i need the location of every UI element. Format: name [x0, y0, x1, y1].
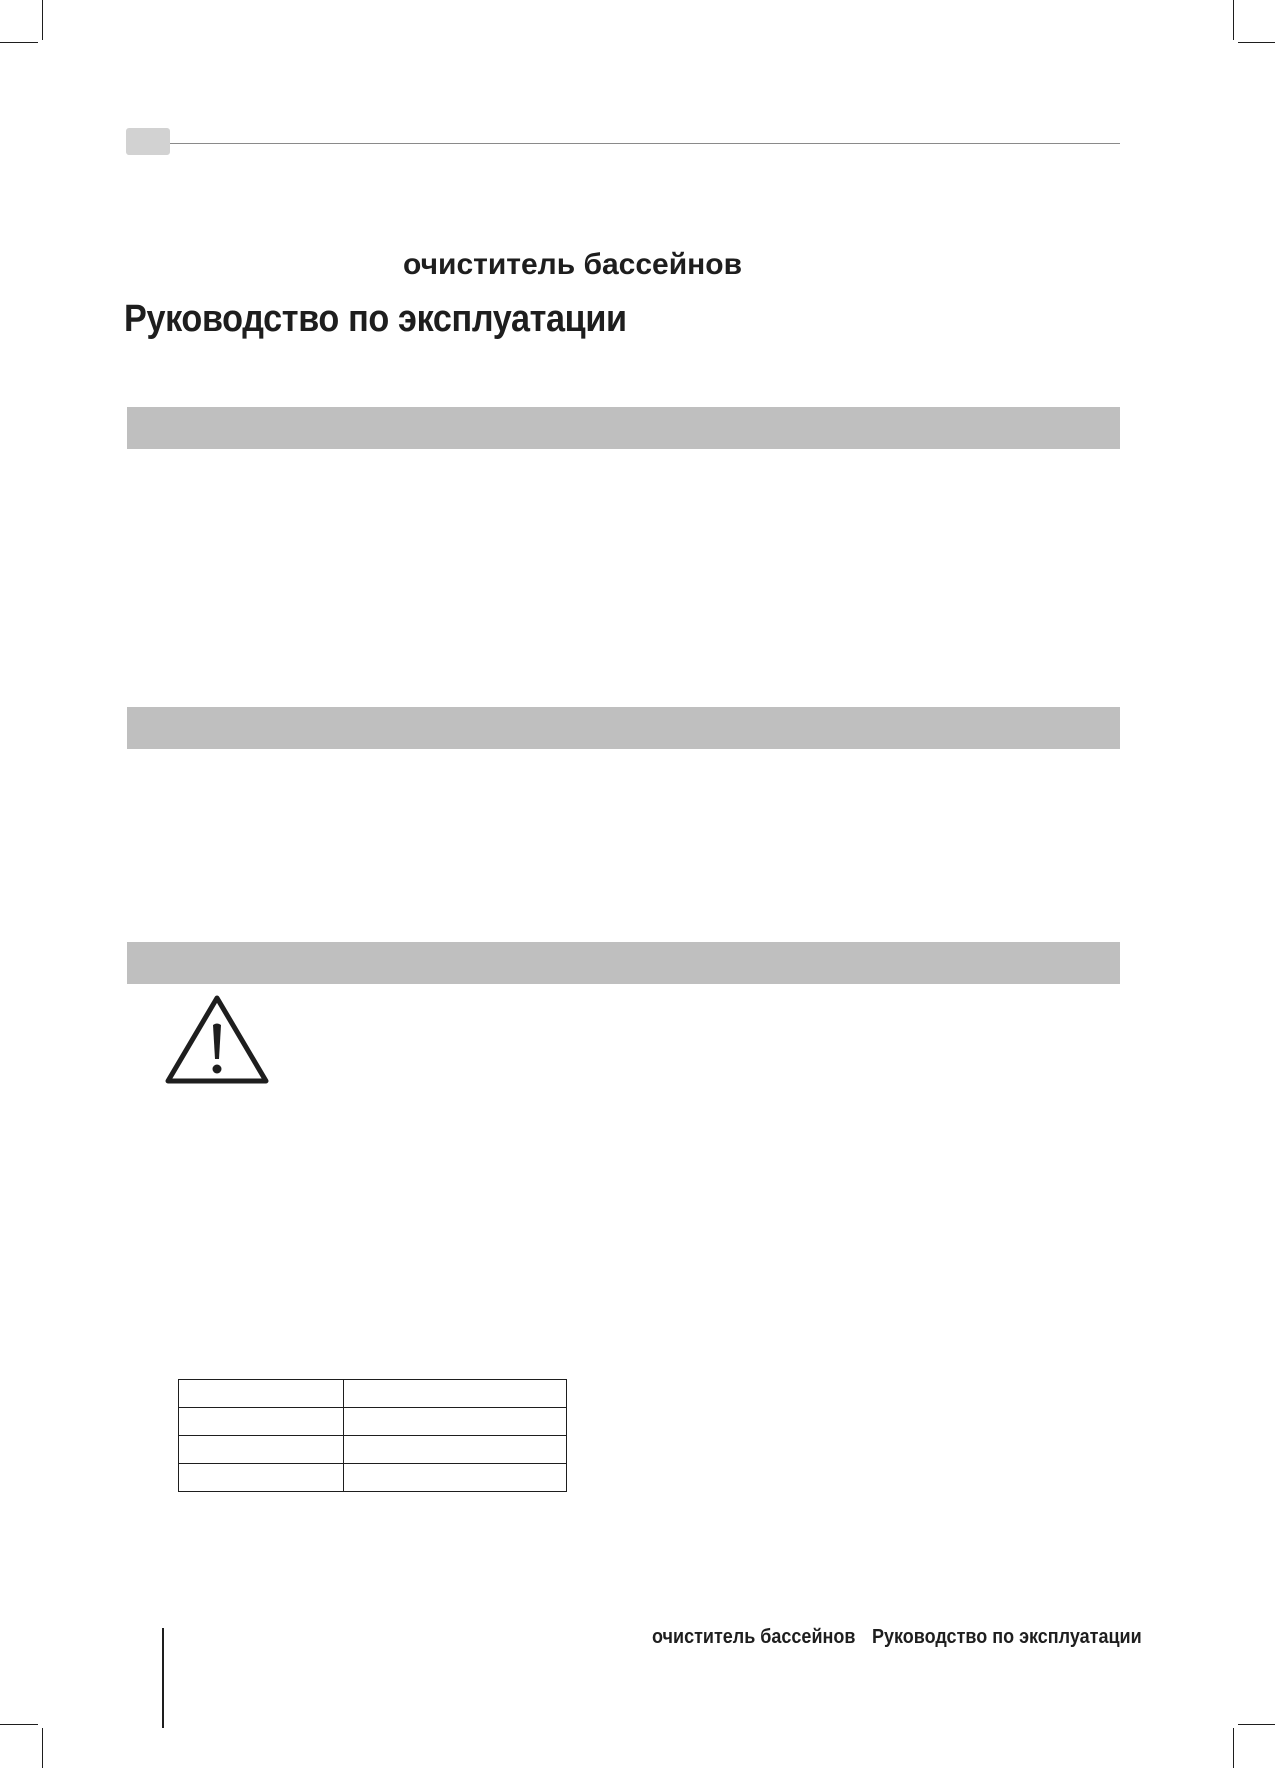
- crop-mark-bottom-right-horizontal: [1238, 1724, 1275, 1725]
- warning-triangle-icon: [164, 993, 270, 1085]
- document-subtitle: очиститель бассейнов: [403, 248, 743, 281]
- table-row: [179, 1464, 567, 1492]
- footer-margin-rule: [162, 1628, 164, 1728]
- table-cell: [344, 1464, 567, 1492]
- table-cell: [179, 1380, 344, 1408]
- section-heading-bar: [127, 942, 1120, 984]
- section-heading-bar: [127, 707, 1120, 749]
- crop-mark-top-left-horizontal: [0, 42, 38, 43]
- table-cell: [179, 1408, 344, 1436]
- header-divider: [170, 143, 1120, 144]
- footer-product-name: очиститель бассейнов: [652, 1626, 856, 1648]
- table-cell: [179, 1436, 344, 1464]
- page-number-tab: [126, 128, 170, 155]
- table-cell: [344, 1436, 567, 1464]
- footer-manual-title: Руководство по эксплуатации: [872, 1626, 1142, 1648]
- crop-mark-bottom-right-vertical: [1233, 1728, 1234, 1768]
- crop-mark-top-left-vertical: [42, 0, 43, 40]
- table-cell: [344, 1408, 567, 1436]
- section-heading-bar: [127, 407, 1120, 449]
- crop-mark-bottom-left-vertical: [42, 1728, 43, 1768]
- table-row: [179, 1380, 567, 1408]
- table-cell: [179, 1464, 344, 1492]
- crop-mark-top-right-horizontal: [1238, 42, 1275, 43]
- document-title: Руководство по эксплуатации: [124, 298, 627, 340]
- table-row: [179, 1436, 567, 1464]
- specification-table: [178, 1379, 567, 1492]
- crop-mark-bottom-left-horizontal: [0, 1724, 38, 1725]
- table-cell: [344, 1380, 567, 1408]
- table-row: [179, 1408, 567, 1436]
- crop-mark-top-right-vertical: [1233, 0, 1234, 40]
